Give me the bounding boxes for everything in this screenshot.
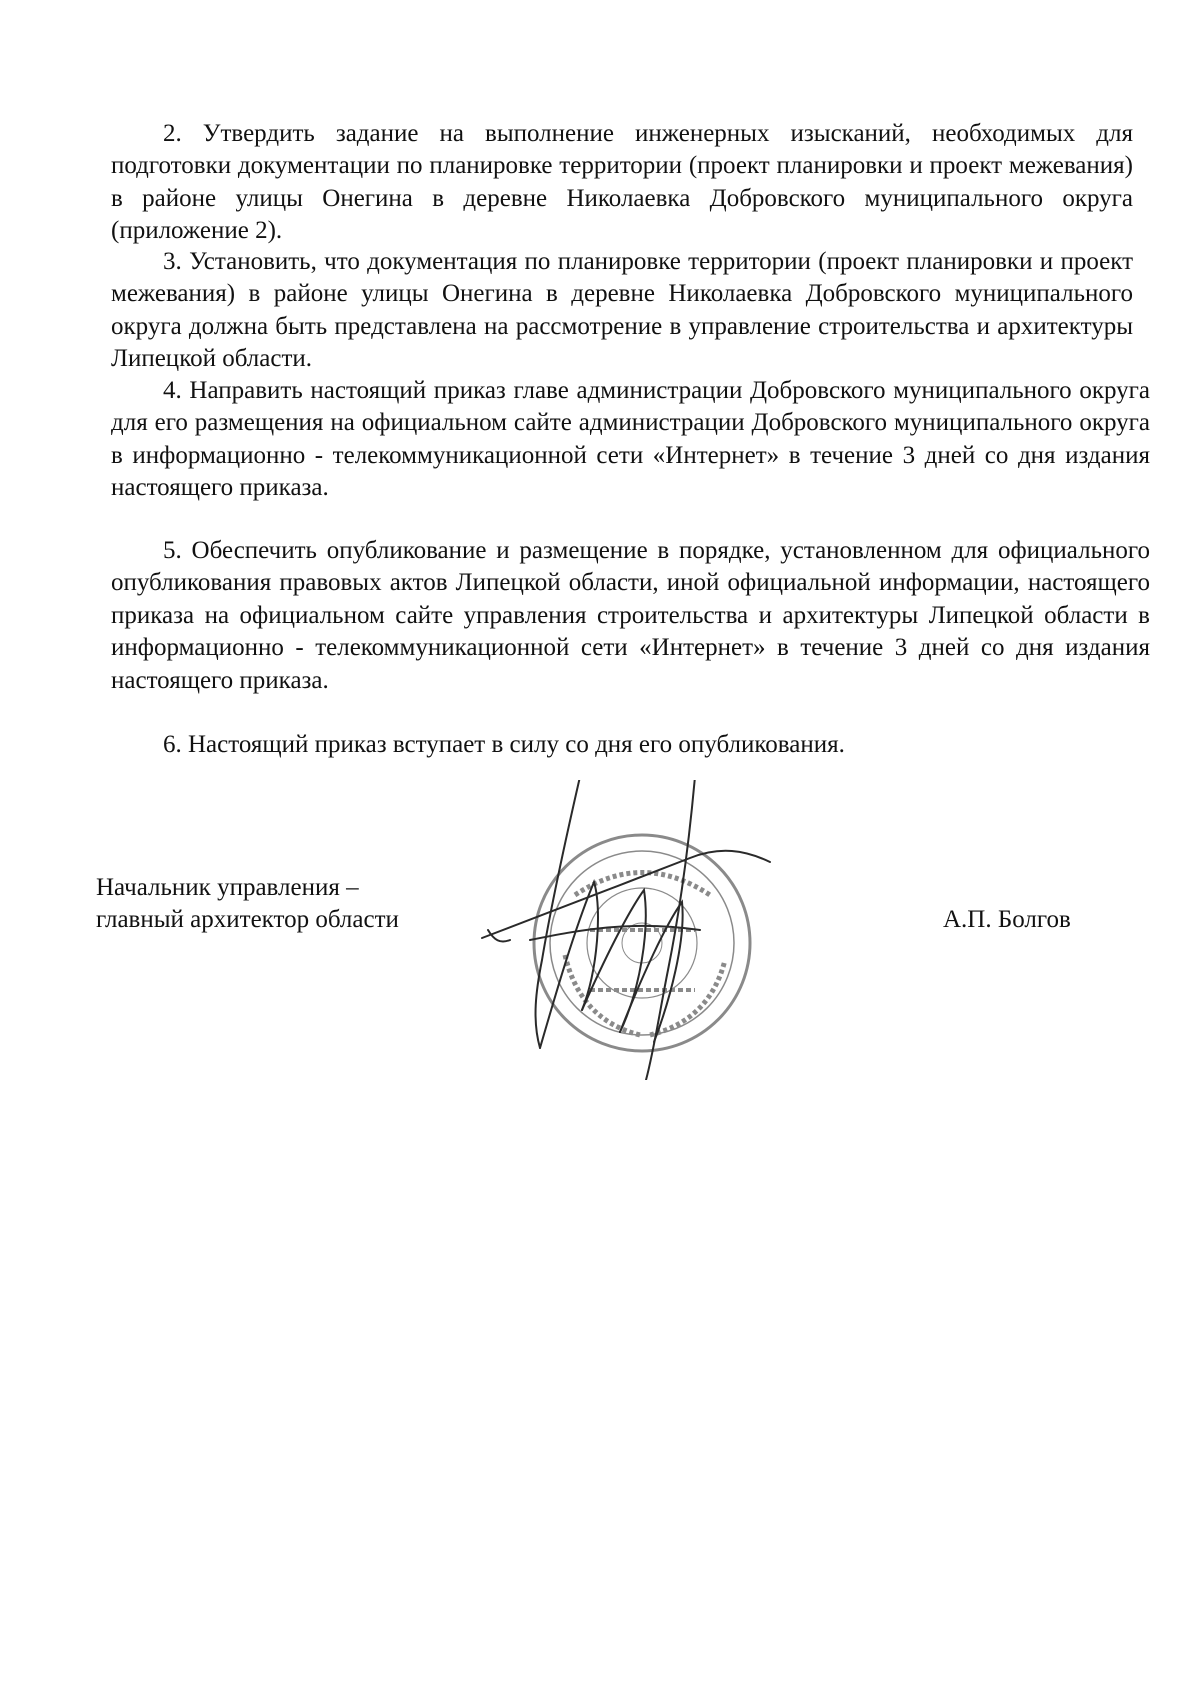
paragraph-4-block: [111, 375, 1150, 505]
signature-position-line-2: главный архитектор области: [96, 906, 399, 933]
paragraph-5: 5. Обеспечить опубликование и размещение в порядке, установленном для официального опубликования правовых актов Липецкой области, иной официальной информации, настоящего приказа на официальном сайте управления строительства и архитектуры Липецкой области в информационно - телекоммуникационной сети «Интернет» в течение 3 дней со дня издания настоящего приказа.: [111, 537, 1150, 694]
paragraph-2: 2. Утвердить задание на выполнение инженерных изысканий, необходимых для подготовки документации по планировке территории (проект планировки и проект межевания) в районе улицы Онегина в деревне Николаевка Добровского муниципального округа (приложение 2).: [111, 120, 1133, 245]
signature-position-line-1: Начальник управления –: [96, 874, 359, 901]
official-seal-icon: [534, 835, 750, 1051]
paragraph-2-block: [111, 118, 1150, 248]
paragraph-3: 3. Установить, что документация по планировке территории (проект планировки и проект межевания) в районе улицы Онегина в деревне Николаевка Добровского муниципального округа должна быть представлена на рассмотрение в управление строительства и архитектуры Липецкой области.: [111, 248, 1133, 373]
paragraph-6-block: [111, 729, 1150, 761]
signature-position: [96, 872, 399, 936]
paragraph-5-block: [111, 535, 1150, 697]
paragraph-4: 4. Направить настоящий приказ главе администрации Добровского муниципального округа для его размещения на официальном сайте администрации Добровского муниципального округа в информационно - телекоммуникационной сети «Интернет» в течение 3 дней со дня издания настоящего приказа.: [111, 377, 1150, 502]
paragraph-6: 6. Настоящий приказ вступает в силу со дня его опубликования.: [163, 731, 845, 758]
paragraph-3-block: [111, 246, 1150, 376]
seal-and-signature: [470, 780, 800, 1080]
signatory-name: А.П. Болгов: [943, 906, 1071, 933]
